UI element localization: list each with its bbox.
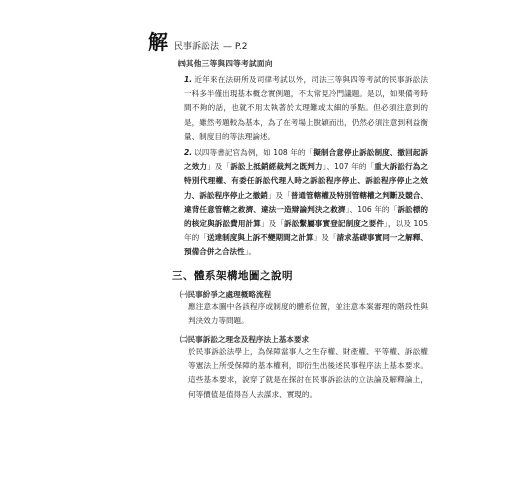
list-item-2 — [184, 146, 428, 260]
header-page-number: — P.2 — [223, 42, 248, 52]
item-text: 」、107 年的「 — [322, 162, 375, 172]
header-title: 民事訴訟法 — [174, 42, 220, 52]
subsection-body: 於民事訴訟法學上，為保障當事人之生存權、財產權、平等權、訴訟權等憲法上所受保障的基本權利，即衍生出後述民事程序法上基本要求。這些基本要求，說穿了就是在探討在民事訴訟法的立法論及解釋論上，何等價值是值得吾人去謀求、實現的。 — [188, 347, 428, 399]
item-text: 」及「 — [260, 219, 285, 229]
item-text: 」及「 — [313, 233, 337, 243]
subsection-title: ㈡民事訴訟之理念及程序法上基本要求 — [180, 335, 310, 345]
exam-topic: 請求基礎事實同一之解釋、預備合併之合法性 — [184, 233, 429, 257]
item-text: 」。 — [244, 247, 257, 257]
exam-topic: 訴訟繫屬事實登記制度之要件 — [284, 219, 385, 229]
subsection-title: ㈠民事紛爭之處理概略流程 — [180, 289, 272, 299]
item-number: 1. — [184, 75, 193, 84]
subheading-exam-aspects: ㈣其他三等與四等考試面向 — [178, 59, 273, 68]
item-text: 」、106 年的「 — [345, 204, 398, 214]
item-number: 2. — [184, 148, 193, 158]
exam-topic: 普通管轄權及特別管轄權之判斷及競合、違背任意管轄之救濟、違法一造辯論判決之救濟 — [184, 190, 429, 214]
header-mark: 解 — [148, 30, 168, 54]
subsection-procedural-principles — [180, 334, 428, 402]
item-text: 以四等書記官為例，如 108 年的「 — [194, 148, 314, 158]
subsection-body: 應注意本圖中各該程序或制度的體系位置，並注意本案審理的階段性與判決效力等問題。 — [188, 301, 428, 325]
item-text: 」，以及 105 年的「 — [184, 219, 429, 243]
item-text: 」及「 — [207, 162, 231, 172]
exam-topic: 訴訟標的的核定與訴訟費用計算 — [184, 204, 429, 229]
exam-topic: 重大訴訟行為之特別代理權、有委任訴訟代理人時之訴訟程序停止、訴訟程序停止之效力、訴訟程序停止之撤銷 — [184, 162, 429, 200]
exam-topic: 訴訟上抵銷經裁判之既判力 — [230, 162, 323, 172]
list-item-1 — [184, 73, 428, 144]
item-text: 近年來在法研所及司律考試以外，司法三等與四等考試的民事訴訟法一科多半僅出現基本概念實例題，不太常見冷門議題。是以，如果備考時間不夠的話，也就不用太執著於太理難或太細的爭點。但必須注意到的是，雖然考題較為基本，為了在考場上脫穎而出，仍然必須注意到利益衡量、制度目的等法理論述。 — [184, 75, 428, 141]
subsection-process-flow — [180, 289, 428, 328]
page-content — [148, 46, 428, 402]
exam-topic: 送達制度與上訴不變期間之計算 — [206, 233, 314, 243]
item-text: 」及「 — [267, 190, 291, 200]
section-heading: 三、體系架構地圖之說明 — [172, 269, 293, 282]
exam-topic: 擬制合意停止訴訟制度、撤回起訴之效力 — [184, 148, 428, 172]
